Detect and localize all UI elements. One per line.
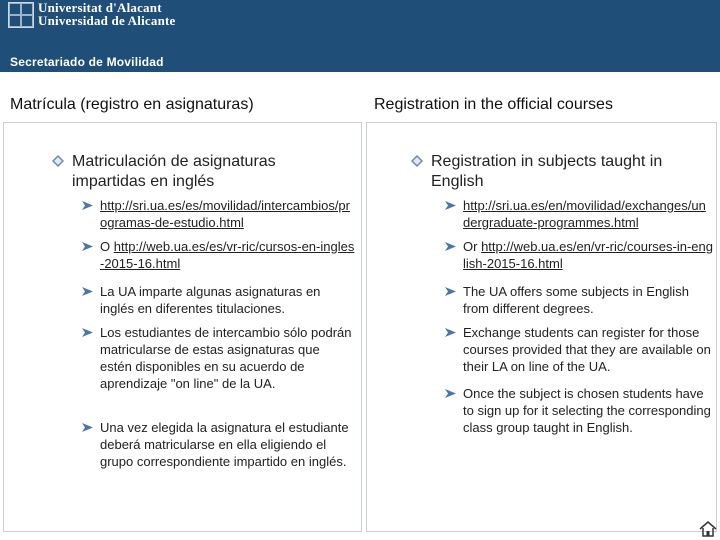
home-icon[interactable] [699, 520, 717, 538]
department-name: Secretariado de Movilidad [10, 55, 164, 69]
right-item-4 [463, 324, 713, 375]
arrow-bullet-icon [82, 200, 93, 211]
arrow-bullet-icon [445, 327, 456, 338]
left-link-courses-english[interactable]: http://web.ua.es/es/vr-ric/cursos-en-ingles-2015-16.html [100, 239, 355, 271]
right-column-title: Registration in the official courses [374, 96, 613, 113]
right-item-5-text: Once the subject is chosen students have to sign up for it selecting the corresponding class group taught in English. [463, 386, 711, 435]
left-heading-text: Matriculación de asignaturas impartidas en inglés [72, 153, 276, 190]
left-heading [72, 152, 342, 192]
left-item-3 [100, 283, 355, 317]
right-item-4-text: Exchange students can register for those courses provided that they are available on their LA on line of the UA. [463, 325, 711, 374]
left-item-2 [100, 238, 355, 272]
right-heading-text: Registration in subjects taught in English [431, 153, 663, 190]
left-item-4 [100, 324, 355, 392]
left-item-4-text: Los estudiantes de intercambio sólo podrán matricularse de estas asignaturas que estén disponibles en su acuerdo de aprendizaje "on line" de la UA. [100, 325, 352, 391]
right-item-3-text: The UA offers some subjects in English from different degrees. [463, 284, 689, 316]
arrow-bullet-icon [82, 327, 93, 338]
header-bar [0, 0, 720, 72]
arrow-bullet-icon [445, 200, 456, 211]
left-item-5-text: Una vez elegida la asignatura el estudiante deberá matricularse en ella eligiendo el grupo correspondiente impartido en inglés. [100, 420, 349, 469]
university-name-spanish: Universidad de Alicante [38, 13, 176, 28]
right-item-5 [463, 385, 713, 436]
arrow-bullet-icon [82, 422, 93, 433]
arrow-bullet-icon [82, 241, 93, 252]
left-item-5 [100, 419, 355, 470]
right-item-3 [463, 283, 713, 317]
right-item-2 [463, 238, 713, 272]
university-name-valencian: Universitat d'Alacant [38, 0, 162, 15]
diamond-bullet-icon [411, 155, 423, 167]
right-heading [431, 152, 711, 192]
diamond-bullet-icon [52, 155, 64, 167]
right-link-exchanges[interactable]: http://sri.ua.es/en/movilidad/exchanges/undergraduate-programmes.html [463, 198, 706, 230]
right-link-courses-english[interactable]: http://web.ua.es/en/vr-ric/courses-in-english-2015-16.html [463, 239, 713, 271]
right-item-2-prefix: Or [463, 239, 482, 254]
arrow-bullet-icon [445, 286, 456, 297]
arrow-bullet-icon [445, 241, 456, 252]
left-link-exchange-programmes[interactable]: http://sri.ua.es/es/movilidad/intercambios/programas-de-estudio.html [100, 198, 350, 230]
arrow-bullet-icon [82, 286, 93, 297]
left-item-3-text: La UA imparte algunas asignaturas en inglés en diferentes titulaciones. [100, 284, 321, 316]
arrow-bullet-icon [445, 388, 456, 399]
right-item-1 [463, 197, 713, 231]
university-logo-icon [8, 2, 34, 28]
left-column-title: Matrícula (registro en asignaturas) [10, 96, 254, 113]
left-item-2-prefix: O [100, 239, 114, 254]
left-item-1 [100, 197, 355, 231]
